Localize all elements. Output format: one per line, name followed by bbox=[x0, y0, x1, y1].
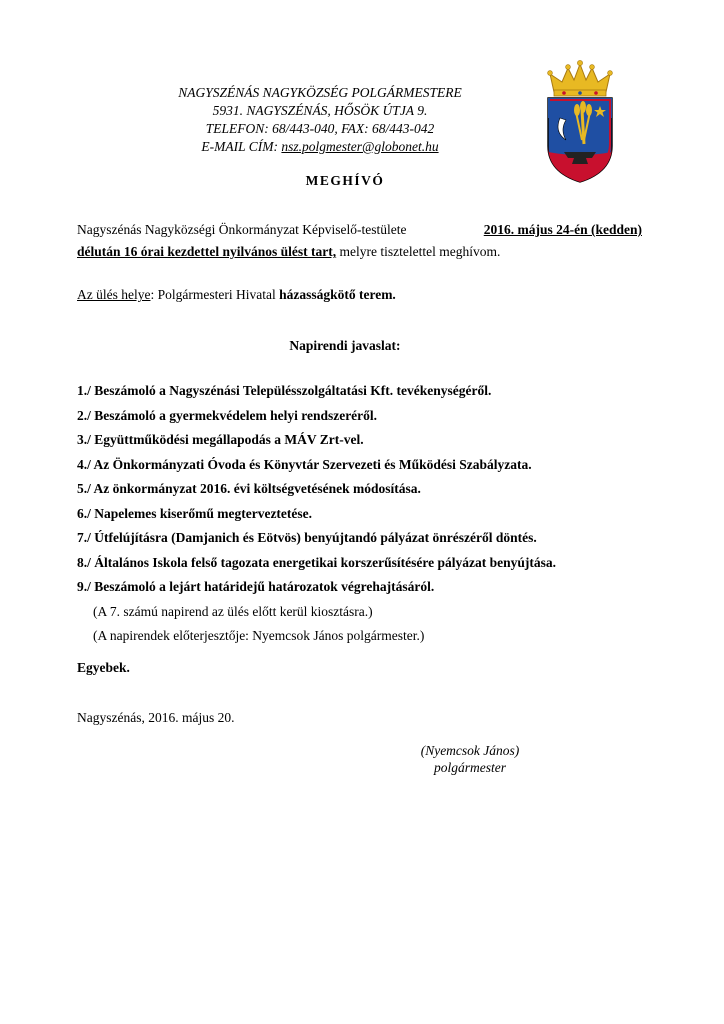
invitation-line-2 bbox=[77, 241, 642, 263]
org-name: NAGYSZÉNÁS NAGYKÖZSÉG POLGÁRMESTERE bbox=[178, 85, 462, 100]
place-date: Nagyszénás, 2016. május 20. bbox=[77, 710, 235, 725]
invitation-text: Nagyszénás Nagyközségi Önkormányzat Képviselő-testülete bbox=[77, 222, 407, 237]
agenda-item: 7./ Útfelújításra (Damjanich és Eötvös) benyújtandó pályázat önrészéről döntés. bbox=[77, 530, 537, 545]
meeting-date: 2016. május 24-én (kedden) bbox=[483, 222, 642, 237]
agenda-item: 5./ Az önkormányzat 2016. évi költségvetésének módosítása. bbox=[77, 481, 421, 496]
invitation-line-1 bbox=[77, 219, 642, 241]
location-label: Az ülés helye bbox=[77, 287, 151, 302]
document-title: MEGHÍVÓ bbox=[305, 173, 385, 188]
agenda-item: 6./ Napelemes kiserőmű megterveztetése. bbox=[77, 505, 313, 521]
signatory-name: (Nyemcsok János) bbox=[420, 743, 520, 758]
letterhead bbox=[60, 84, 580, 156]
org-email-line bbox=[60, 138, 580, 156]
location-text: : Polgármesteri Hivatal bbox=[150, 287, 280, 302]
org-address: 5931. NAGYSZÉNÁS, HŐSÖK ÚTJA 9. bbox=[212, 103, 428, 118]
agenda-note: (A 7. számú napirend az ülés előtt kerül kiosztásra.) bbox=[93, 603, 373, 619]
invitation-paragraph bbox=[77, 219, 642, 263]
location-room: házasságkötő terem. bbox=[279, 287, 396, 302]
org-phone-fax: TELEFON: 68/443-040, FAX: 68/443-042 bbox=[205, 121, 435, 136]
signature-block bbox=[390, 742, 550, 776]
meeting-time: délután 16 órai kezdettel nyilvános ülést tart, bbox=[77, 244, 337, 259]
agenda-title: Napirendi javaslat: bbox=[289, 338, 401, 353]
agenda-list bbox=[77, 379, 677, 649]
crown-icon bbox=[548, 60, 613, 96]
agenda-item: 2./ Beszámoló a gyermekvédelem helyi rendszeréről. bbox=[77, 407, 378, 423]
agenda-item: 3./ Együttműködési megállapodás a MÁV Zrt-vel. bbox=[77, 432, 364, 447]
agenda-item: 9./ Beszámoló a lejárt határidejű határozatok végrehajtásáról. bbox=[77, 579, 435, 594]
coat-of-arms-icon bbox=[540, 60, 620, 184]
agenda-item: 1./ Beszámoló a Nagyszénási Településszolgáltatási Kft. tevékenységéről. bbox=[77, 383, 492, 398]
misc-item: Egyebek. bbox=[77, 660, 130, 675]
invitation-closing: melyre tisztelettel meghívom. bbox=[336, 244, 501, 259]
agenda-item: 4./ Az Önkormányzati Óvoda és Könyvtár Szervezeti és Működési Szabályzata. bbox=[77, 456, 532, 472]
email-link[interactable]: nsz.polgmester@globonet.hu bbox=[281, 139, 439, 154]
meeting-location bbox=[77, 287, 396, 303]
email-label: E-MAIL CÍM: bbox=[201, 139, 282, 154]
agenda-note: (A napirendek előterjesztője: Nyemcsok János polgármester.) bbox=[93, 628, 425, 643]
agenda-item: 8./ Általános Iskola felső tagozata energetikai korszerűsítésére pályázat benyújtása. bbox=[77, 554, 556, 570]
signatory-title: polgármester bbox=[434, 760, 506, 775]
